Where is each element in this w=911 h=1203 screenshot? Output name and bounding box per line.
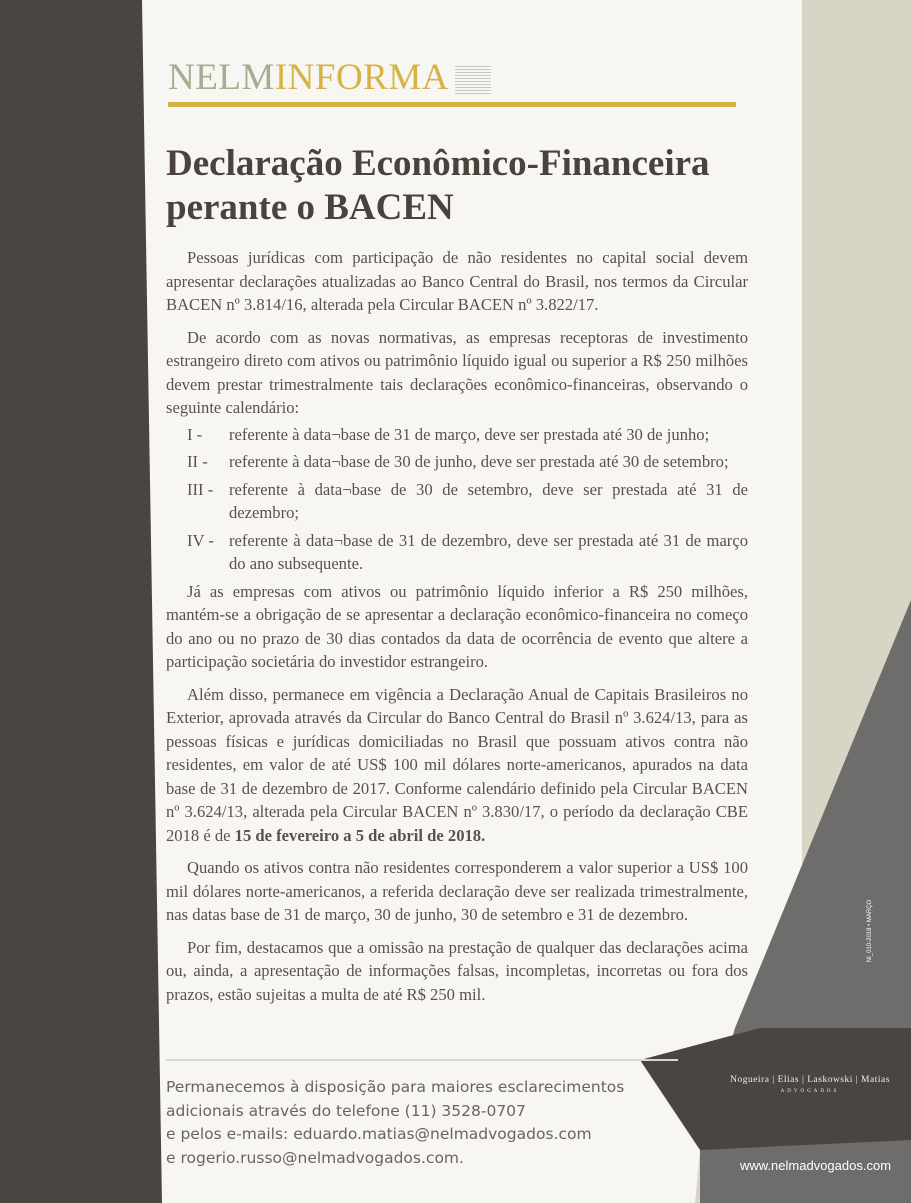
title-line-2: perante o BACEN [166, 187, 454, 228]
footer-email-line-2: e rogerio.russo@nelmadvogados.com. [166, 1148, 464, 1167]
left-dark-panel [0, 0, 142, 1203]
list-item [166, 450, 748, 474]
firm-names: Nogueira | Elias | Laskowski | Matias [730, 1075, 890, 1085]
page-title [166, 142, 786, 230]
edition-code: NI_010-2018 • MARÇO [867, 899, 873, 963]
cbe-period-highlight: 15 de fevereiro a 5 de abril de 2018. [234, 825, 486, 845]
list-item-text: referente à data¬base de 30 de junho, deve ser prestada até 30 de setembro; [229, 452, 729, 471]
list-item [166, 478, 748, 525]
list-item-text: referente à data¬base de 31 de março, deve ser prestada até 30 de junho; [229, 424, 710, 444]
logo-lines-icon [455, 66, 491, 96]
list-item-number: I - [187, 424, 203, 444]
website-link[interactable]: www.nelmadvogados.com [740, 1158, 892, 1173]
left-dark-diagonal [142, 0, 162, 1203]
list-item-text: referente à data¬base de 30 de setembro, deve ser prestada até 31 de dezembro; [229, 479, 748, 522]
list-item [166, 423, 748, 447]
footer-phone-line: adicionais através do telefone (11) 3528-0707 [166, 1101, 526, 1120]
title-line-1: Declaração Econômico-Financeira [166, 143, 710, 184]
paragraph-4-text: Além disso, permanece em vigência a Declaração Anual de Capitais Brasileiros no Exterior, aprovada através da Circular do Banco Central do Brasil nº 3.624/13, para as pessoas físicas e jurídicas domiciliadas no Brasil que possuam ativos contra não residentes, em valor de até US$ 100 mil dólares norte-americanos, apurados na data base de 31 de dezembro de 2017. Conforme calendário definido pela Circular BACEN nº 3.624/13, alterada pela Circular BACEN nº 3.830/17, o período da declaração CBE 2018 é de [166, 684, 748, 845]
logo-informa: INFORMA [274, 57, 449, 98]
paragraph-3: Já as empresas com ativos ou patrimônio líquido inferior a R$ 250 milhões, mantém-se a obrigação de se apresentar a declaração econômico-financeira no começo do ano ou no prazo de 30 dias contados da data de ocorrência de evento que altere a participação societária do investidor estrangeiro. [166, 581, 748, 671]
calendar-list [166, 423, 748, 576]
paragraph-5: Quando os ativos contra não residentes corresponderem a valor superior a US$ 100 mil dólares norte-americanos, a referida declaração deve ser realizada trimestralmente, nas datas base de 31 de março, 30 de junho, 30 de setembro e 31 de dezembro. [166, 858, 748, 924]
article-body [166, 246, 748, 1015]
logo-nelm: NELM [168, 57, 275, 98]
paragraph-1: Pessoas jurídicas com participação de não residentes no capital social devem apresentar declarações atualizadas ao Banco Central do Brasil, nos termos da Circular BACEN nº 3.814/16, alterada pela Circular BACEN nº 3.822/17. [166, 248, 748, 314]
list-item-number: III - [187, 479, 214, 499]
paragraph-4 [166, 683, 748, 848]
list-item [166, 529, 748, 576]
firm-subtitle: ADVOGADOS [780, 1089, 840, 1094]
footer-rule [166, 1059, 678, 1061]
footer-email-line-1: e pelos e-mails: eduardo.matias@nelmadvogados.com [166, 1125, 592, 1143]
list-item-text: referente à data¬base de 31 de dezembro, deve ser prestada até 31 de março do ano subsequente. [229, 530, 748, 573]
nelm-informa-logo [168, 58, 738, 98]
list-item-number: II - [187, 452, 208, 471]
firm-logo [715, 1075, 905, 1094]
footer-line-1: Permanecemos à disposição para maiores esclarecimentos [166, 1078, 625, 1096]
list-item-number: IV - [187, 530, 214, 550]
header-rule [168, 102, 736, 107]
contact-footer [166, 1076, 666, 1170]
masthead [168, 58, 738, 98]
paragraph-2: De acordo com as novas normativas, as empresas receptoras de investimento estrangeiro direto com ativos ou patrimônio líquido igual ou superior a R$ 250 milhões devem prestar trimestralmente tais declarações econômico-financeiras, observando o seguinte calendário: [166, 327, 748, 417]
paragraph-6: Por fim, destacamos que a omissão na prestação de qualquer das declarações acima ou, ainda, a apresentação de informações falsas, incompletas, incorretas ou fora dos prazos, estão sujeitas a multa de até R$ 250 mil. [166, 937, 748, 1004]
